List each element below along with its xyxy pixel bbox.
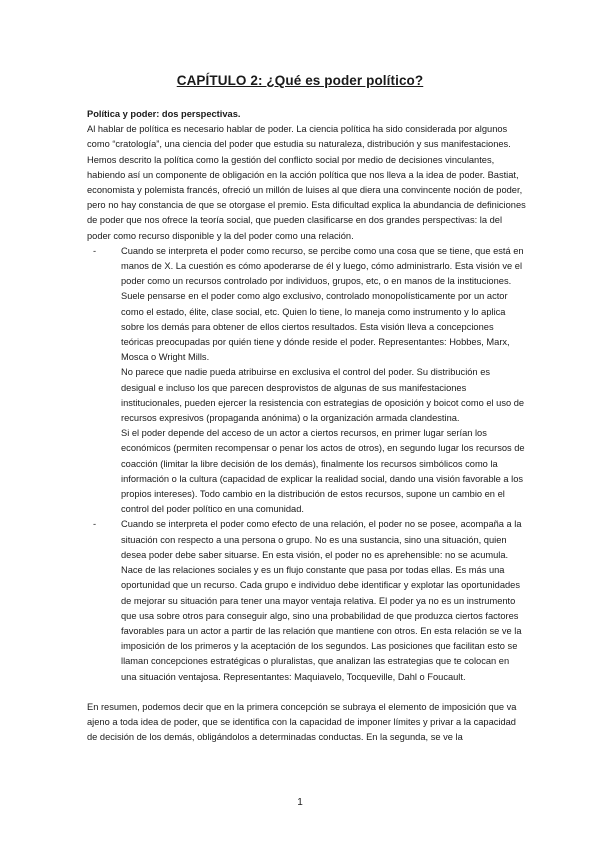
list-item [87, 517, 527, 684]
list-item [87, 244, 527, 518]
chapter-title: CAPÍTULO 2: ¿Qué es poder político? [176, 73, 424, 88]
closing-paragraph: En resumen, podemos decir que en la primera concepción se subraya el elemento de imposición que va ajeno a toda idea de poder, que se identifica con la capacidad de imponer límites y privar a la capacidad de decisión de los demás, obligándolos a determinadas conductas. En la segunda, se ve la [87, 701, 517, 743]
intro-paragraph: Hemos descrito la política como la gestión del conflicto social por medio de decisiones vinculantes, habiendo así un componente de obligación en la acción política que nos lleva a la idea de poder. Bastiat, economista y polemista francés, ofreció un millón de luises al que diera una convincente noción de poder, pero no hay constancia de que se otorgase el premio. Esta dificultad explica la abundancia de definiciones de poder que nos ofrece la teoría social, que pueden clasificarse en dos grandes perspectivas: la del poder como recurso disponible y la del poder como una relación. [87, 154, 526, 241]
list-item-paragraph: Si el poder depende del acceso de un actor a ciertos recursos, en primer lugar serían los económicos (permiten recompensar o penar los actos de otros), en segundo lugar los recursos de coacción (limitar la libre decisión de los demás), finalmente los recursos simbólicos como la información o la cultura (capacidad de explicar la realidad social, dando una visión favorable a los propios intereses). Todo cambio en la distribución de estos recursos, supone un cambio en el control del poder político en una comunidad. [121, 428, 525, 515]
section-subheading: Política y poder: dos perspectivas. [87, 109, 241, 119]
intro-paragraph: Al hablar de política es necesario hablar de poder. La ciencia política ha sido considerada por algunos como “cratología”, una ciencia del poder que estudia su naturaleza, distribución y sus manifestaciones. [87, 124, 511, 150]
list-item-paragraph: Cuando se interpreta el poder como recurso, se percibe como una cosa que se tiene, que está en manos de X. La cuestión es cómo apoderarse de él y luego, cómo administrarlo. Esta visión ve el poder como un recursos controlado por individuos, grupos, etc, o en manos de la instituciones. Suele pensarse en el poder como algo exclusivo, controlado monopolísticamente por un actor como el estado, élite, clase social, etc. Quien lo tiene, lo maneja como instrumento y lo aplica sobre los demás para obtener de ellos ciertos resultados. Esta visión lleva a concepciones teóricas preocupadas por quién tiene y dónde reside el poder. Representantes: Hobbes, Marx, Mosca o Wright Mills. [121, 245, 524, 363]
list-item-paragraph: Cuando se interpreta el poder como efecto de una relación, el poder no se posee, acompaña a la situación con respecto a una persona o grupo. No es una sustancia, sino una situación, quien desea poder debe saber situarse. En esta visión, el poder no es aprehensible: no se acumula. Nace de las relaciones sociales y es un flujo constante que pasa por todas ellas. Es más una oportunidad que un recurso. Cada grupo e individuo debe identificar y explotar las oportunidades de mejorar su situación para tener una mayor ventaja relativa. El poder ya no es un instrumento que usa sobre otros para conseguir algo, sino una probabilidad de que produzca ciertos factores favorables para un actor a partir de las relación que mantiene con otros. En esta relación se ve la imposición de los primeros y la aceptación de los segundos. Las posiciones que facilitan esto se llaman concepciones estratégicas o pluralistas, que analizan las estrategias que te colocan en una situación ventajosa. Representantes: Maquiavelo, Tocqueville, Dahl o Foucault. [121, 519, 522, 682]
perspectives-list [87, 244, 527, 685]
paragraph-spacer [87, 685, 527, 700]
list-item-paragraph: No parece que nadie pueda atribuirse en exclusiva el control del poder. Su distribución es desigual e incluso los que parecen desprovistos de algunas de sus manifestaciones institucionales, pueden ejercer la resistencia con estrategias de oposición y boicot como el uso de recursos expresivos (propaganda anónima) o la organización armada clandestina. [121, 367, 525, 424]
body-text [87, 107, 527, 745]
list-bullet: - [93, 245, 97, 256]
list-bullet: - [93, 519, 97, 530]
page-number: 1 [297, 797, 303, 808]
